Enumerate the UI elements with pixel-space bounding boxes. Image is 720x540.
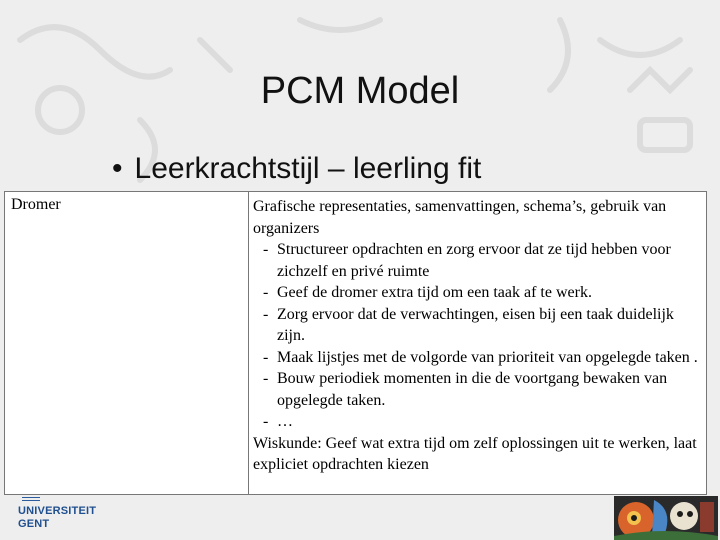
table-cell-type: Dromer [11,196,61,213]
list-dash: - [263,241,269,258]
list-dash: - [263,348,269,366]
list-item [253,239,701,282]
advice-footer: Wiskunde: Geef wat extra tijd om zelf oplossingen uit te werken, laat expliciet opdrachten kiezen [253,434,697,473]
list-item [253,282,701,304]
table-cell-advice [253,196,701,476]
list-dash: - [263,305,269,323]
column-divider [248,192,249,494]
logo-text [18,505,96,531]
list-item [253,411,701,433]
list-dash: - [263,413,269,430]
bullet-text: Leerkrachtstijl – leerling fit [134,152,482,185]
list-item-text: Zorg ervoor dat de verwachtingen, eisen bij een taak duidelijk zijn. [277,305,674,344]
list-item-text: Maak lijstjes met de volgorde van prioriteit van opgelegde taken . [277,348,698,366]
bullet-item [112,152,481,186]
style-fit-table [4,191,707,495]
university-logo [18,497,97,537]
bullet-marker: • [112,152,123,185]
list-item-text: … [277,413,293,430]
logo-line-1: UNIVERSITEIT [18,505,97,517]
list-item-text: Bouw periodiek momenten in die de voortgang bewaken van opgelegde taken. [277,370,668,409]
advice-intro: Grafische representaties, samenvattingen, schema’s, gebruik van organizers [253,198,667,237]
list-item [253,304,701,347]
list-item [253,347,701,369]
advice-list [253,239,701,433]
decorative-artwork [614,496,718,540]
list-item [253,368,701,411]
list-dash: - [263,284,269,301]
logo-lines-icon [22,497,40,503]
list-item-text: Geef de dromer extra tijd om een taak af te werk. [277,284,592,301]
list-dash: - [263,370,269,387]
slide-title: PCM Model [260,70,460,112]
list-item-text: Structureer opdrachten en zorg ervoor dat ze tijd hebben voor zichzelf en privé ruimte [277,241,671,280]
logo-line-2: GENT [18,518,50,530]
